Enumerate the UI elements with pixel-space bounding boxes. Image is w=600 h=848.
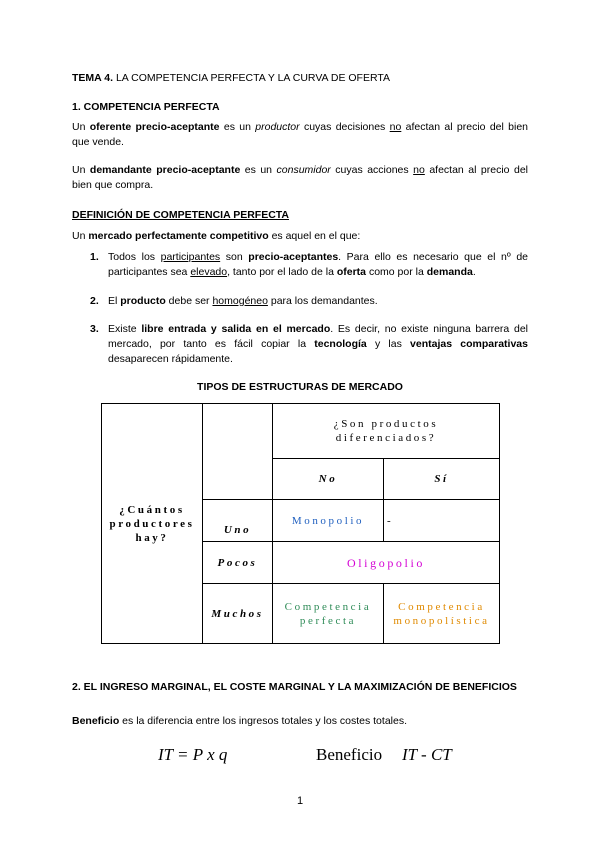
row-uno: Uno	[202, 499, 273, 542]
heading-text: LA COMPETENCIA PERFECTA Y LA CURVA DE OFERTA	[113, 72, 391, 84]
definition-title: DEFINICIÓN DE COMPETENCIA PERFECTA	[72, 209, 290, 221]
row-pocos: Pocos	[202, 541, 273, 584]
paragraph-demandante: Un demandante precio-aceptante es un consumidor cuyas acciones no afectan al precio del bien que compra.	[72, 164, 528, 191]
cell-dash: -	[383, 499, 500, 542]
paragraph-oferente: Un oferente precio-aceptante es un productor cuyas decisiones no afectan al precio del bien que vende.	[72, 121, 529, 148]
header-si: Sí	[383, 458, 500, 500]
cell-products-question: ¿Son productos diferenciados?	[272, 403, 500, 459]
cell-competencia-monopolistica: Competencia monopolística	[383, 583, 500, 644]
list-item: 3. Existe libre entrada y salida en el mercado. Es decir, no existe ninguna barrera del mercado, por tanto es fácil copiar la tecnología y las ventajas comparativas desaparecen rápidamente.	[90, 323, 529, 365]
formula-ingreso-total: IT = P x q	[158, 745, 228, 764]
list-item: 2. El producto debe ser homogéneo para los demandantes.	[90, 295, 378, 307]
row-muchos: Muchos	[202, 583, 273, 644]
document-heading	[72, 71, 528, 86]
list-item: 1. Todos los participantes son precio-aceptantes. Para ello es necesario que el nº de participantes sea elevado, tanto por el lado de la oferta como por la demanda.	[90, 251, 528, 278]
cell-competencia-perfecta: Competencia perfecta	[272, 583, 384, 644]
heading-prefix: TEMA 4.	[72, 72, 114, 84]
header-no: No	[272, 458, 384, 500]
page-number: 1	[296, 795, 304, 807]
cell-producers-question: ¿Cuántos productores hay?	[101, 403, 203, 644]
cell-empty	[202, 403, 273, 500]
formula-beneficio-expr: IT - CT	[402, 745, 452, 764]
table-title: TIPOS DE ESTRUCTURAS DE MERCADO	[197, 381, 403, 393]
definition-intro: Un mercado perfectamente competitivo es aquel en el que:	[72, 230, 361, 242]
cell-oligopolio: Oligopolio	[272, 541, 500, 584]
formula-beneficio-label: Beneficio	[316, 745, 383, 764]
beneficio-definition: Beneficio es la diferencia entre los ingresos totales y los costes totales.	[72, 715, 407, 727]
cell-monopolio: Monopolio	[272, 499, 384, 542]
section2-title: 2. EL INGRESO MARGINAL, EL COSTE MARGINAL Y LA MAXIMIZACIÓN DE BENEFICIOS	[72, 681, 517, 693]
section1-title: 1. COMPETENCIA PERFECTA	[72, 101, 220, 113]
